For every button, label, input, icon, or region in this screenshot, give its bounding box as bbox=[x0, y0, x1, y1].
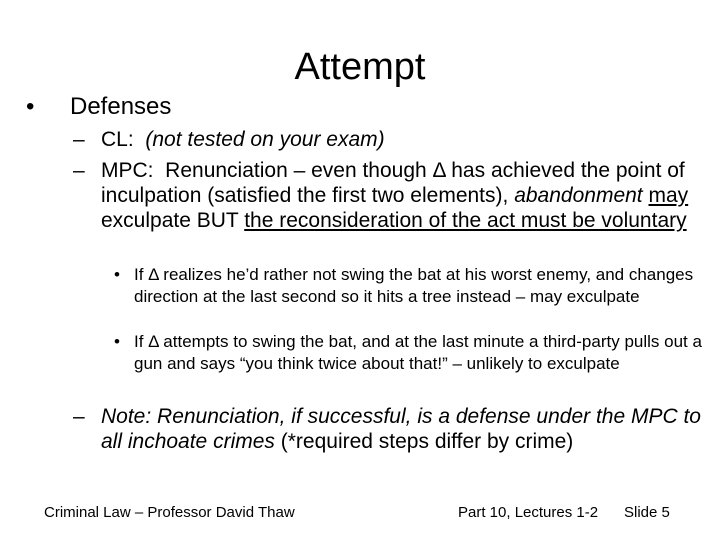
defenses-bullet bbox=[26, 93, 171, 121]
cl-note: (not tested on your exam) bbox=[145, 128, 385, 151]
footer-course: Criminal Law – Professor David Thaw bbox=[44, 504, 295, 521]
note-rest: (*required steps differ by crime) bbox=[280, 430, 574, 453]
mpc-label: MPC: bbox=[101, 159, 154, 182]
slide-title: Attempt bbox=[294, 46, 426, 88]
dash-icon: – bbox=[73, 128, 85, 151]
dash-icon: – bbox=[73, 405, 85, 428]
note-item bbox=[73, 404, 720, 454]
example-item bbox=[114, 264, 714, 308]
defenses-heading: Defenses bbox=[70, 93, 172, 120]
footer-part: Part 10, Lectures 1-2 bbox=[458, 504, 599, 521]
dash-icon: – bbox=[73, 159, 85, 182]
note-italic: Note: Renunciation, if successful, is a defense under the MPC to all inchoate crimes bbox=[101, 405, 701, 453]
mpc-item bbox=[73, 158, 720, 233]
may-term: may bbox=[648, 184, 689, 207]
abandonment-term: abandonment bbox=[514, 184, 643, 207]
example-text: If Δ attempts to swing the bat, and at the last minute a third-party pulls out a gun and says “you think twice about that!” – unlikely to exculpate bbox=[134, 332, 702, 373]
example-item bbox=[114, 331, 714, 375]
bullet-dot-icon: • bbox=[114, 332, 120, 351]
reconsideration-text: the reconsideration of the act must be voluntary bbox=[244, 209, 687, 232]
mpc-text: Renunciation – even though Δ has achieved the point of inculpation (satisfied the first two elements), bbox=[101, 159, 685, 207]
bullet-dot-icon: • bbox=[26, 93, 35, 120]
footer-slide-number: Slide 5 bbox=[624, 504, 670, 521]
exculpate-but-text: exculpate BUT bbox=[101, 209, 239, 232]
cl-label: CL: bbox=[101, 128, 134, 151]
example-text: If Δ realizes he’d rather not swing the bat at his worst enemy, and changes direction at the last second so it hits a tree instead – may exculpate bbox=[134, 265, 694, 306]
bullet-dot-icon: • bbox=[114, 265, 120, 284]
cl-item bbox=[73, 127, 720, 152]
